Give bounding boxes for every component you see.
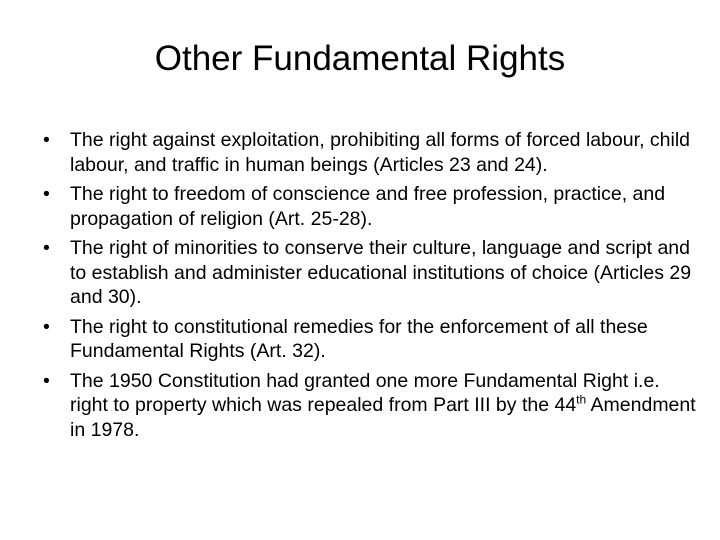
bullet-icon: • — [43, 369, 50, 392]
ordinal-superscript: th — [576, 392, 587, 407]
bullet-item — [43, 369, 703, 443]
bullet-icon: • — [43, 237, 50, 259]
bullet-icon: • — [43, 129, 50, 151]
bullet-item — [43, 315, 703, 364]
bullet-text: The right of minorities to conserve their culture, language and script and to establish and administer educational institutions of choice (Articles 29 and 30). — [70, 237, 692, 308]
bullet-icon: • — [43, 183, 50, 205]
bullet-text: The right against exploitation, prohibiting all forms of forced labour, child labour, and traffic in human beings (Articles 23 and 24). — [70, 129, 691, 176]
bullet-text-after: Amendment in 1978. — [70, 394, 696, 441]
bullet-text — [70, 370, 696, 441]
bullet-item — [43, 182, 703, 231]
bullet-item — [43, 236, 703, 310]
bullet-text-before: The 1950 Constitution had granted one more Fundamental Right i.e. right to property which was repealed from Part III by the 44 — [70, 369, 660, 416]
bullet-list — [43, 128, 703, 447]
bullet-text: The right to freedom of conscience and free profession, practice, and propagation of religion (Art. 25-28). — [70, 183, 666, 230]
slide-title: Other Fundamental Rights — [154, 39, 566, 78]
bullet-item — [43, 128, 703, 177]
bullet-icon: • — [43, 315, 50, 338]
bullet-text: The right to constitutional remedies for the enforcement of all these Fundamental Rights (Art. 32). — [70, 315, 648, 362]
